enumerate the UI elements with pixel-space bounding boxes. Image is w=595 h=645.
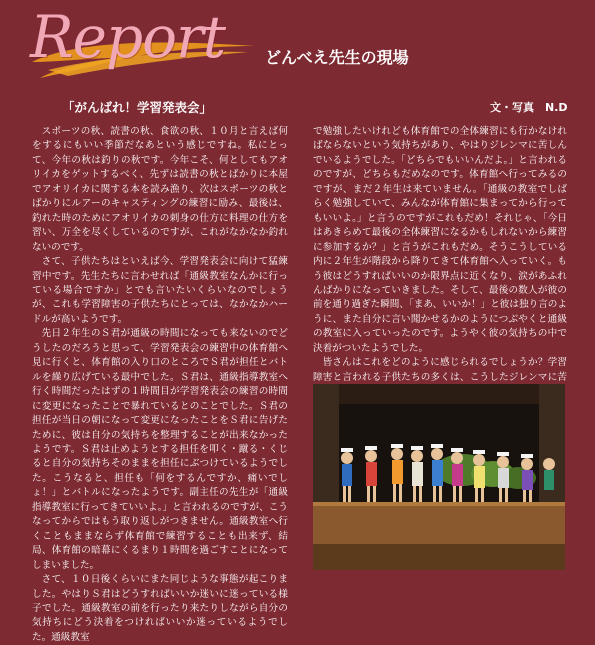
stage-performance-photo <box>313 384 565 570</box>
body-paragraph: 先日２年生のＳ君が通級の時間になっても来ないのでどうしたのだろうと思って、学習発表会の練習中の体育館へ見に行くと、体育館の入り口のところでＳ君が担任とバトルを繰り広げている最中でした。Ｓ君は、通級指導教室へ行く時間だったはずの１時間目が学習発表会の練習の時間に変更になったことで暴れているとのことでした。Ｓ君の担任が当日の朝になって変更になったことをＳ君に告げたために、彼は自分の気持ちを整理することが出来なかったようです。Ｓ君は止めようとする担任を叩く・蹴る・くじると自分の気持ちそのままを担任にぶつけているようでした。こうなると、担任も「何をするんですか、痛いでしょ！」とバトルになったようです。副主任の先生が「通級指導教室に行ってきていいよ。」と言われるのですが、こうなってからではもう取り返しがつきません。通級教室へ行くこともままならず体育館で練習することも出来ず、結局、体育館の暗幕にくるまり１時間を過ごすことになってしまいました。 <box>32 328 288 571</box>
section-subtitle: どんべえ先生の現場 <box>265 48 409 67</box>
body-column-right <box>313 125 567 383</box>
body-column-left <box>32 125 288 643</box>
body-paragraph: で勉強したいけれども体育館での全体練習にも行かなければならないという気持ちがあり、やはりジレンマに苦しんでいるようでした。「どちらでもいいんだよ。」と言われるのですが、どちらもだめなのです。体育館へ行ってみるのですが、まだ２年生は来ていません。「通級の教室でしばらく勉強していて、みんなが体育館に集まってから行ってもいいよ。」と言うのですがこれもだめ！それじゃ、「今日はあきらめて最後の全体練習になるかもしれないから練習に参加するか？」と言うがこれもだめ。そうこうしている内に２年生が階段から降りてきて体育館へ入っていく。もう彼はどうすればいいのか限界点に近くなり、涙があふれんばかりになっていきました。そして、最後の数人が彼の前を通り過ぎた瞬間、「まあ、いいか！」と彼は独り言のように、また自分に言い聞かせるかのようにつぶやくと通級の教室に入っていったのです。ようやく彼の気持ちの中で決着がついたようでした。 <box>313 126 567 354</box>
body-paragraph: スポーツの秋、読書の秋、食欲の秋、１０月と言えば何をするにもいい季節だなあという感じですね。私にとって、今年の秋は釣りの秋です。今年こそ、何としてもアオリイカをゲットするべく、先ずは読書の秋とばかりに本屋でアオリイカに関する本を読み漁り、次はスポーツの秋とばかりにルアーのキャスティングの練習に励み、最後は、釣れた時のためにアオリイカの刺身の仕方に料理の仕方を習い、万全を尽くしているのですが、これがなかなか釣れないのです。 <box>32 126 288 253</box>
body-paragraph: さて、１０日後くらいにまた同じような事態が起こりました。やはりＳ君はどうすればいいか迷いに迷っている様子でした。通級教室の前を行ったり来たりしながら自分の気持ちにどう決着をつければいいか迷っているようでした。通級教室 <box>32 574 288 643</box>
body-paragraph: 皆さんはこれをどのように感じられるでしょうか？学習障害と言われる子供たちの多くは、こうしたジレンマに苦 <box>313 357 567 383</box>
report-logo: Report <box>30 3 226 71</box>
article-byline: 文・写真 N.D <box>490 101 568 114</box>
article-title: 「がんばれ！学習発表会」 <box>62 100 213 115</box>
body-paragraph: さて、子供たちはといえば今、学習発表会に向けて猛練習中です。先生たちに言わせれば「通級教室なんかに行っている場合ですか」とでも言いたいくらいなのでしょうが、これも学習障害の子供たちにとっては、なかなかハードルが高いようです。 <box>32 256 288 325</box>
